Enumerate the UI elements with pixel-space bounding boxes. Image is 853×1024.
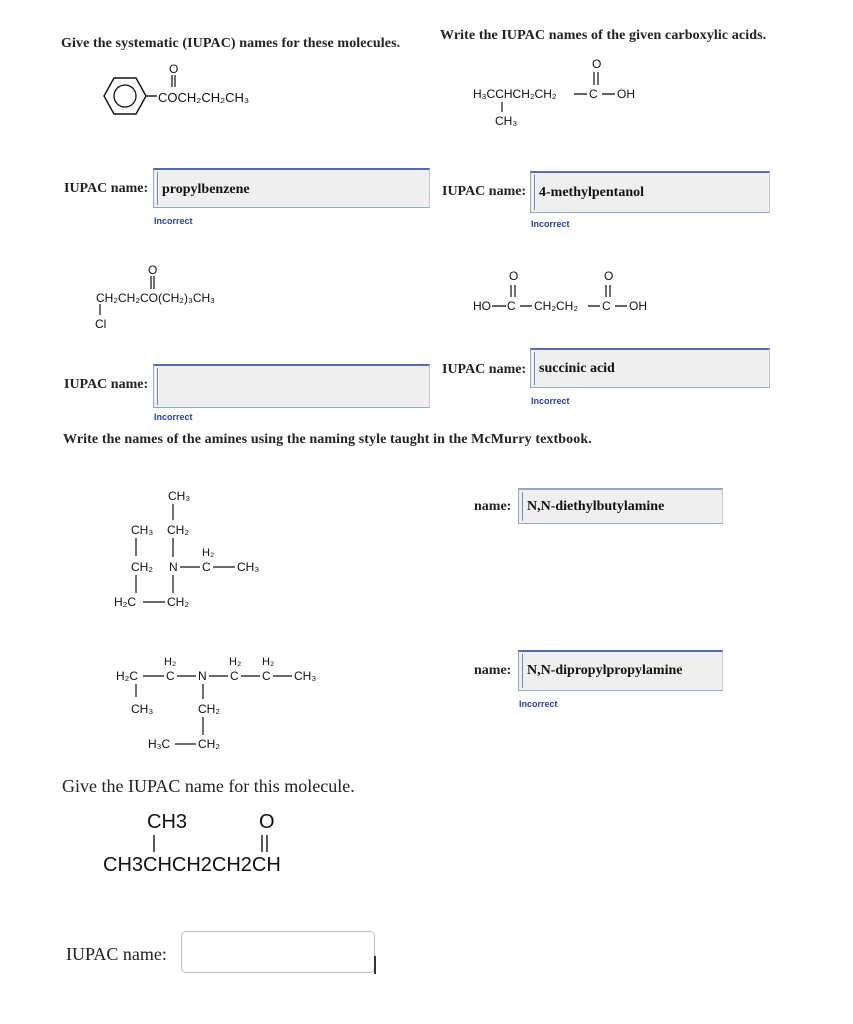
answer-text: N,N-diethylbutylamine <box>527 498 665 514</box>
right-heading: Write the IUPAC names of the given carboxylic acids. <box>440 28 767 43</box>
molecule-4-methylpentanoic-acid <box>470 55 670 135</box>
carbonyl-o: O <box>592 57 602 71</box>
answer-field-amine-1[interactable] <box>518 488 723 524</box>
methylene-bottom: CH₂ <box>167 595 189 609</box>
final-heading: Give the IUPAC name for this molecule. <box>62 776 355 796</box>
iupac-label-2: IUPAC name: <box>64 377 149 392</box>
status-incorrect: Incorrect <box>531 396 570 406</box>
answer-text: propylbenzene <box>162 182 250 197</box>
methyl-branch: CH3 <box>147 811 188 833</box>
carbonyl-o: O <box>604 269 614 283</box>
molecule-succinic-acid <box>468 265 668 320</box>
status-incorrect: Incorrect <box>531 219 570 229</box>
hydroxyl: OH <box>617 87 635 101</box>
carbon: C <box>166 669 175 683</box>
status-incorrect: Incorrect <box>154 412 193 422</box>
molecule-amine-2 <box>112 645 332 765</box>
carbonyl-o: O <box>509 269 519 283</box>
ester-formula: CH₂CH₂CO(CH₂)₃CH₃ <box>96 291 216 305</box>
h2-label: H₂ <box>229 656 242 668</box>
methylene-bottom: CH₂ <box>198 737 220 751</box>
iupac-label-1: IUPAC name: <box>64 181 149 196</box>
methylene-h2c: H₂C <box>114 595 136 609</box>
acid-chain: H₃CCHCH₂CH₂ <box>473 87 557 101</box>
methyl-top: CH₃ <box>168 489 191 503</box>
molecule-4-methylpentanal <box>95 805 315 885</box>
answer-field-left-1[interactable] <box>153 168 430 208</box>
nitrogen: N <box>198 669 207 683</box>
acyl-formula: COCH₂CH₂CH₃ <box>158 90 250 105</box>
answer-text: N,N-dipropylpropylamine <box>527 663 683 678</box>
hydroxyl: HO <box>473 299 491 313</box>
answer-field-amine-2[interactable] <box>518 650 723 691</box>
h2-label: H₂ <box>202 547 215 559</box>
hydroxyl: OH <box>629 299 647 313</box>
carbonyl-o: O <box>169 62 179 76</box>
methyl-left: CH₃ <box>131 523 154 537</box>
h2-label: H₂ <box>164 656 177 668</box>
methyl-right: CH₃ <box>294 669 317 683</box>
molecule-butyrophenone <box>90 60 320 130</box>
answer-text: succinic acid <box>539 360 615 376</box>
final-iupac-label: IUPAC name: <box>66 944 167 964</box>
methyl-below: CH₃ <box>131 702 154 716</box>
answer-field-right-2[interactable] <box>530 348 770 388</box>
carbon: C <box>230 669 239 683</box>
iupac-label-4: IUPAC name: <box>442 362 527 377</box>
molecule-amine-1 <box>110 480 290 615</box>
methyl-branch: CH₃ <box>495 114 518 128</box>
answer-text: 4-methylpentanol <box>539 184 644 200</box>
methylene-upper: CH₂ <box>167 523 189 537</box>
aldehyde-formula: CH3CHCH2CH2CH <box>103 854 281 876</box>
aromatic-circle <box>114 85 136 107</box>
methylene-below: CH₂ <box>198 702 220 716</box>
carbonyl-o: O <box>259 811 275 833</box>
methyl-h3c: H₃C <box>148 737 171 751</box>
carbon: C <box>202 560 211 574</box>
iupac-label-3: IUPAC name: <box>442 184 527 199</box>
resize-handle[interactable] <box>374 956 376 974</box>
methylene-h2c: H₂C <box>116 669 138 683</box>
methylene-left: CH₂ <box>131 560 153 574</box>
carboxyl-carbon: C <box>589 87 598 101</box>
left-heading: Give the systematic (IUPAC) names for these molecules. <box>61 36 401 51</box>
h2-label: H₂ <box>262 656 275 668</box>
amines-heading: Write the names of the amines using the naming style taught in the McMurry textbook. <box>63 432 592 447</box>
name-label-2: name: <box>474 663 512 678</box>
status-incorrect: Incorrect <box>154 216 193 226</box>
benzene-ring <box>104 78 146 114</box>
carbonyl-o: O <box>148 263 158 277</box>
carboxyl-carbon: C <box>507 299 516 313</box>
carbon: C <box>262 669 271 683</box>
status-incorrect: Incorrect <box>519 699 558 709</box>
nitrogen: N <box>169 560 178 574</box>
answer-field-left-2[interactable] <box>153 364 430 408</box>
name-label-1: name: <box>474 499 512 514</box>
methyl-right: CH₃ <box>237 560 260 574</box>
molecule-chloro-ester <box>90 262 290 334</box>
carboxyl-carbon: C <box>602 299 611 313</box>
chlorine-atom: Cl <box>95 317 107 331</box>
ethylene-bridge: CH₂CH₂ <box>534 299 578 313</box>
answer-field-final[interactable] <box>181 931 375 973</box>
answer-field-right-1[interactable] <box>530 171 770 213</box>
